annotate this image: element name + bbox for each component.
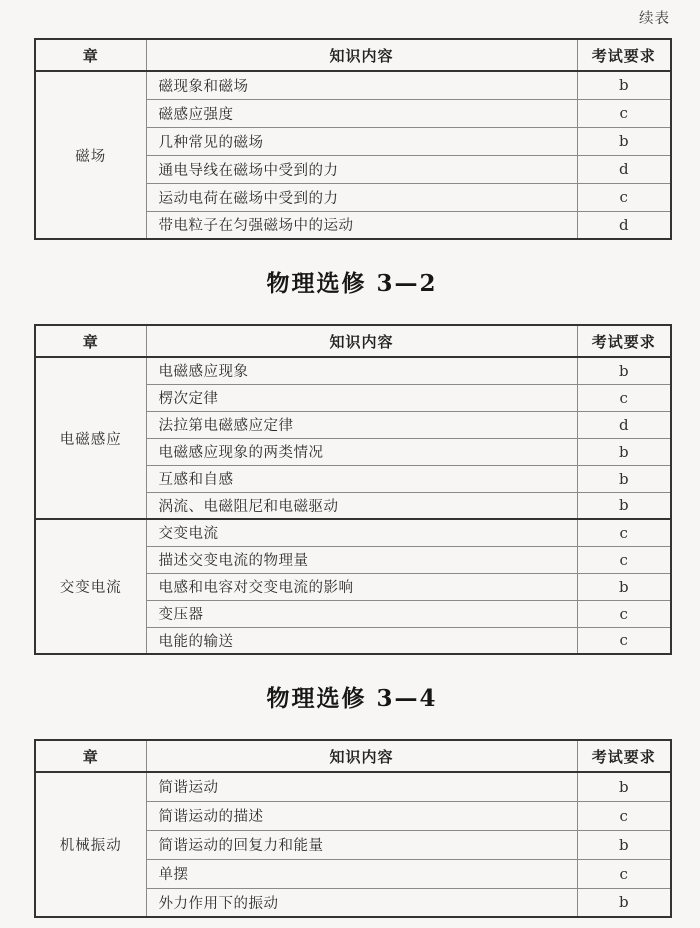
exam-requirement-cell: c	[577, 99, 671, 127]
knowledge-content-cell: 楞次定律	[146, 384, 577, 411]
column-header-chapter: 章	[35, 39, 146, 71]
knowledge-content-cell: 单摆	[146, 859, 577, 888]
exam-requirement-cell: b	[577, 127, 671, 155]
sections-container	[34, 38, 670, 918]
chapter-group	[35, 71, 671, 239]
column-header-content: 知识内容	[146, 39, 577, 71]
table-row	[35, 71, 671, 99]
chapter-cell: 电磁感应	[35, 357, 146, 519]
knowledge-content-cell: 描述交变电流的物理量	[146, 546, 577, 573]
exam-requirement-cell: b	[577, 71, 671, 99]
section-title: 物理选修 3—4	[266, 685, 438, 712]
table-row	[35, 357, 671, 384]
column-header-chapter: 章	[35, 740, 146, 772]
knowledge-content-cell: 电感和电容对交变电流的影响	[146, 573, 577, 600]
knowledge-content-cell: 磁感应强度	[146, 99, 577, 127]
column-header-requirement: 考试要求	[577, 325, 671, 357]
exam-requirement-cell: b	[577, 492, 671, 519]
chapter-group	[35, 519, 671, 654]
table-header-row	[35, 39, 671, 71]
exam-requirement-cell: c	[577, 183, 671, 211]
section-title: 物理选修 3—2	[266, 270, 438, 297]
exam-requirement-cell: c	[577, 859, 671, 888]
knowledge-content-cell: 简谐运动	[146, 772, 577, 801]
table-header-row	[35, 740, 671, 772]
exam-requirement-cell: c	[577, 627, 671, 654]
chapter-cell: 机械振动	[35, 772, 146, 917]
continued-table-label: 续表	[639, 11, 670, 27]
column-header-chapter: 章	[35, 325, 146, 357]
exam-requirement-cell: c	[577, 519, 671, 546]
chapter-group	[35, 772, 671, 917]
column-header-content: 知识内容	[146, 740, 577, 772]
table-header-row	[35, 325, 671, 357]
exam-requirement-cell: d	[577, 155, 671, 183]
chapter-cell: 磁场	[35, 71, 146, 239]
knowledge-content-cell: 法拉第电磁感应定律	[146, 411, 577, 438]
knowledge-content-cell: 外力作用下的振动	[146, 888, 577, 917]
exam-requirement-cell: b	[577, 772, 671, 801]
knowledge-content-cell: 带电粒子在匀强磁场中的运动	[146, 211, 577, 239]
knowledge-content-cell: 磁现象和磁场	[146, 71, 577, 99]
knowledge-content-cell: 涡流、电磁阻尼和电磁驱动	[146, 492, 577, 519]
exam-requirement-cell: b	[577, 465, 671, 492]
exam-requirement-cell: c	[577, 801, 671, 830]
exam-requirement-cell: d	[577, 411, 671, 438]
knowledge-content-cell: 变压器	[146, 600, 577, 627]
column-header-content: 知识内容	[146, 325, 577, 357]
column-header-requirement: 考试要求	[577, 39, 671, 71]
exam-requirement-cell: b	[577, 888, 671, 917]
exam-requirement-cell: b	[577, 573, 671, 600]
knowledge-content-cell: 互感和自感	[146, 465, 577, 492]
exam-requirement-cell: c	[577, 384, 671, 411]
table-row	[35, 519, 671, 546]
knowledge-content-cell: 简谐运动的回复力和能量	[146, 830, 577, 859]
exam-requirement-cell: b	[577, 438, 671, 465]
column-header-requirement: 考试要求	[577, 740, 671, 772]
curriculum-table	[34, 38, 672, 240]
knowledge-content-cell: 交变电流	[146, 519, 577, 546]
exam-requirement-cell: b	[577, 830, 671, 859]
knowledge-content-cell: 电磁感应现象	[146, 357, 577, 384]
knowledge-content-cell: 电能的输送	[146, 627, 577, 654]
knowledge-content-cell: 通电导线在磁场中受到的力	[146, 155, 577, 183]
exam-requirement-cell: d	[577, 211, 671, 239]
knowledge-content-cell: 简谐运动的描述	[146, 801, 577, 830]
chapter-cell: 交变电流	[35, 519, 146, 654]
curriculum-table	[34, 324, 672, 655]
exam-requirement-cell: b	[577, 357, 671, 384]
chapter-group	[35, 357, 671, 519]
exam-requirement-cell: c	[577, 546, 671, 573]
exam-requirement-cell: c	[577, 600, 671, 627]
knowledge-content-cell: 运动电荷在磁场中受到的力	[146, 183, 577, 211]
curriculum-table	[34, 739, 672, 918]
table-row	[35, 772, 671, 801]
knowledge-content-cell: 电磁感应现象的两类情况	[146, 438, 577, 465]
knowledge-content-cell: 几种常见的磁场	[146, 127, 577, 155]
